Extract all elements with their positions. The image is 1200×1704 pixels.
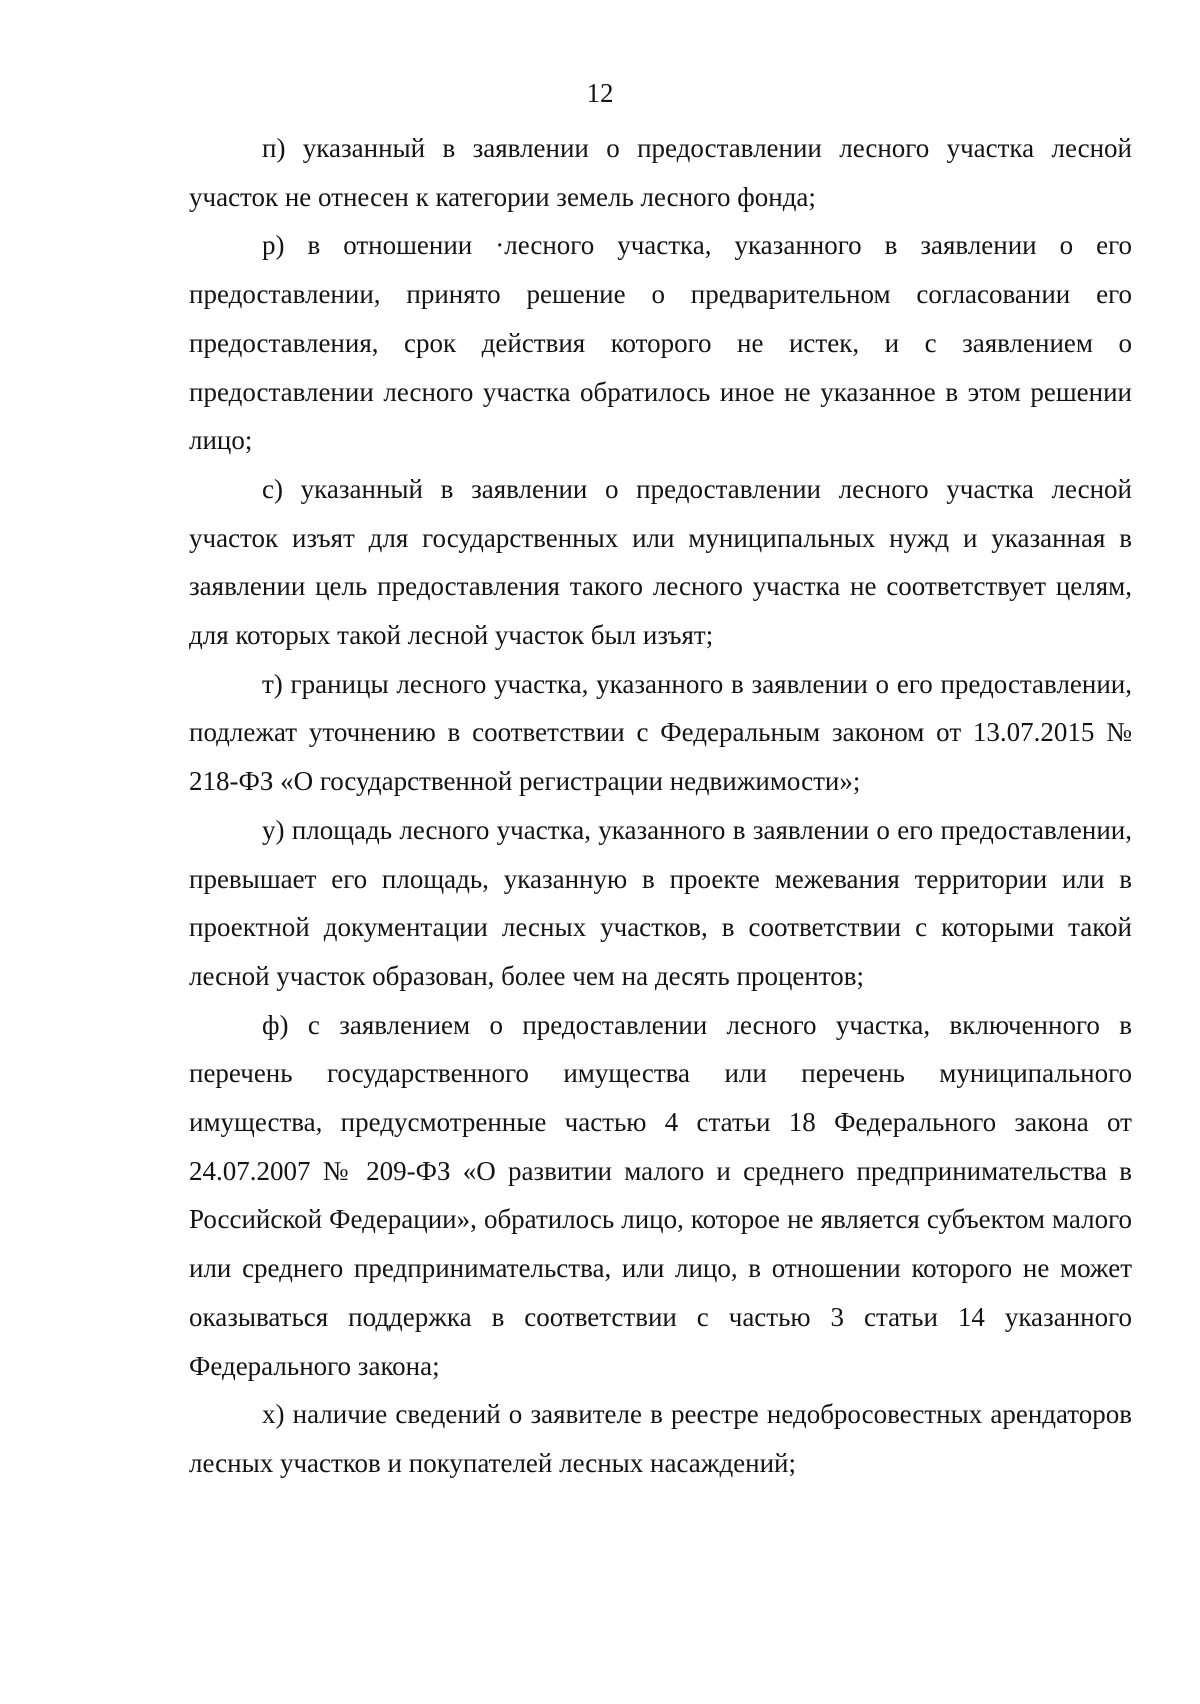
paragraph-p: п) указанный в заявлении о предоставлении лесного участка лесной участок не отнесен к категории земель лесного фонда; — [189, 133, 1132, 212]
paragraph-t: т) границы лесного участка, указанного в заявлении о его предоставлении, подлежат уточнению в соответствии с Федеральным законом от 13.07.2015 № 218-ФЗ «О государственной регистрации недвижимости»; — [189, 668, 1132, 797]
paragraph-u: у) площадь лесного участка, указанного в заявлении о его предоставлении, превышает его площадь, указанную в проекте межевания территории или в проектной документации лесных участков, в соответствии с которыми такой лесной участок образован, более чем на десять процентов; — [189, 814, 1132, 991]
paragraph-f: ф) с заявлением о предоставлении лесного участка, включенного в перечень государственного имущества или перечень муниципального имущества, предусмотренные частью 4 статьи 18 Федерального закона от 24.07.2007 № 209-ФЗ «О развитии малого и среднего предпринимательства в Российской Федерации», обратилось лицо, которое не является субъектом малого или среднего предпринимательства, или лицо, в отношении которого не может оказываться поддержка в соответствии с частью 3 статьи 14 указанного Федерального закона; — [189, 1009, 1132, 1381]
document-body — [189, 124, 1132, 1488]
paragraph-s: с) указанный в заявлении о предоставлении лесного участка лесной участок изъят для государственных или муниципальных нужд и указанная в заявлении цель предоставления такого лесного участка не соответствует целям, для которых такой лесной участок был изъят; — [189, 473, 1132, 651]
paragraph-r: р) в отношении ·лесного участка, указанного в заявлении о его предоставлении, принято решение о предварительном согласовании его предоставления, срок действия которого не истек, и с заявлением о предоставлении лесного участка обратилось иное не указанное в этом решении лицо; — [189, 230, 1132, 456]
paragraph-h: х) наличие сведений о заявителе в реестре недобросовестных арендаторов лесных участков и покупателей лесных насаждений; — [189, 1399, 1132, 1478]
page-number: 12 — [586, 78, 614, 108]
